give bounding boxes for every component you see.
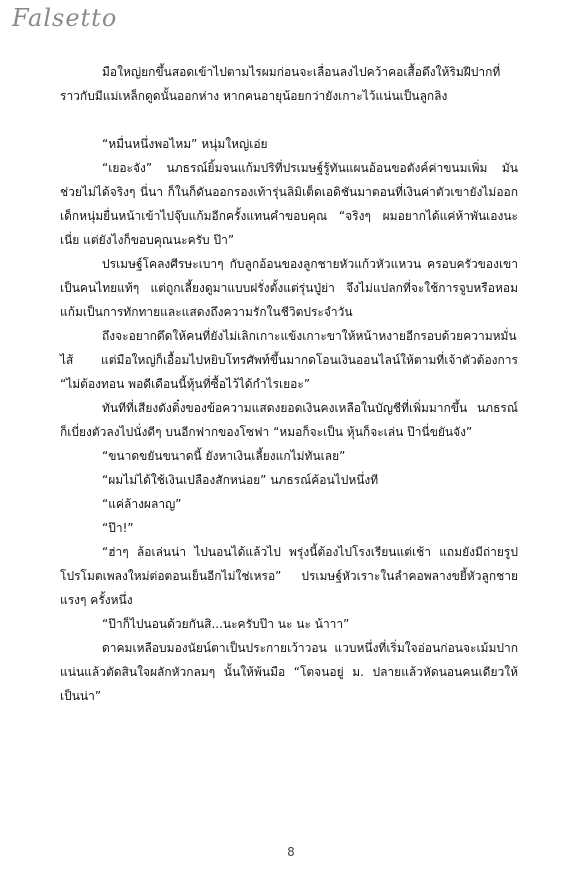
paragraph: มือใหญ่ยกขึ้นสอดเข้าไปตามไรผมก่อนจะเลื่อนลงไปคว้าคอเสื้อดึงให้ริมฝีปากที่ราวกับมีแม่เหล็กดูดนั้นออกห่าง หากคนอายุน้อยกว่ายังเกาะไว้แน่นเป็นลูกลิง — [60, 65, 501, 103]
paragraph: ดาคมเหลือบมองนัยน์ตาเป็นประกายเว้าวอน แวบหนึ่งที่เริ่มใจอ่อนก่อนจะเม้มปากแน่นแล้วตัดสินใจผลักหัวกลมๆ นั้นให้พ้นมือ “โตจนอยู่ ม. ปลายแล้วหัดนอนคนเดียวให้เป็นน่า” — [60, 641, 518, 703]
paragraph: ทันทีที่เสียงดังติ๋งของข้อความแสดงยอดเงินคงเหลือในบัญชีที่เพิ่มมากขึ้น นภธรณ์ก็เบี่ยงตัวลงไปนั่งดีๆ บนอีกฟากของโซฟา “หมอก็จะเป็น หุ้นก็จะเล่น ป๊านี่ขยันจัง” — [60, 401, 518, 439]
paragraph: “แค่ล้างผลาญ” — [102, 497, 182, 511]
paragraph: “ป๊า!” — [102, 521, 134, 535]
paragraph: ถึงจะอยากดึดให้คนที่ยังไม่เลิกเกาะแข้งเกาะขาให้หน้าหงายอีกรอบด้วยความหมั่นไส้ แต่มือใหญ่ก็เอื้อมไปหยิบโทรศัพท์ขึ้นมากดโอนเงินออนไลน์ให้ตามที่เจ้าตัวต้องการ “ไม่ต้องทอน พอดีเดือนนี้หุ้นที่ซื้อไว้ได้กำไรเยอะ” — [60, 329, 518, 391]
paragraph: “ผมไม่ได้ใช้เงินเปลืองสักหน่อย” นภธรณ์ค้อนไปหนึ่งที — [102, 473, 379, 487]
page-number: 8 — [287, 845, 295, 859]
paragraph: “ขนาดขยันขนาดนี้ ยังหาเงินเลี้ยงแกไม่ทันเลย” — [102, 449, 346, 463]
paragraph: ปรเมษฐ์โคลงศีรษะเบาๆ กับลูกอ้อนของลูกชายหัวแก้วหัวแหวน ครอบครัวของเขาเป็นคนไทยแท้ๆ แต่ถูกเลี้ยงดูมาแบบฝรั่งตั้งแต่รุ่นปู่ย่า จึงไม่แปลกที่จะใช้การจูบหรือหอมแก้มเป็นการทักทายและแสดงถึงความรักในชีวิตประจำวัน — [60, 257, 518, 319]
paragraph: “ป๊าก็ไปนอนด้วยกันสิ...นะครับป๊า นะ นะ น้าาา” — [102, 617, 350, 631]
body-text — [60, 60, 518, 708]
paragraph: “เยอะจัง” นภธรณ์ยิ้มจนแก้มปริที่ปรเมษฐ์รู้ทันแผนอ้อนขอตังค์ค่าขนมเพิ่ม มันช่วยไม่ได้จริงๆ นี่นา ก็ในก็ดันออกรองเท้ารุ่นลิมิเต็ดเอดิชันมาตอนที่เงินค่าตัวเขายังไม่ออก เด็กหนุ่มยื่นหน้าเข้าไปจุ๊บแก้มอีกครั้งแทนคำขอบคุณ “จริงๆ ผมอยากได้แค่ห้าพันเองนะเนี่ย แต่ยังไงก็ขอบคุณนะครับ ป๊า” — [60, 161, 518, 247]
paragraph: “หมื่นหนึ่งพอไหม” หนุ่มใหญ่เอ่ย — [102, 137, 268, 151]
paragraph: “ฮ่าๆ ล้อเล่นน่า ไปนอนได้แล้วไป พรุ่งนี้ต้องไปโรงเรียนแต่เช้า แถมยังมีถ่ายรูปโปรโมตเพลงใหม่ต่อตอนเย็นอีกไม่ใช่เหรอ” ปรเมษฐ์หัวเราะในลำคอพลางขยี้หัวลูกชายแรงๆ ครั้งหนึ่ง — [60, 545, 518, 607]
book-title-header: Falsetto — [12, 4, 118, 32]
